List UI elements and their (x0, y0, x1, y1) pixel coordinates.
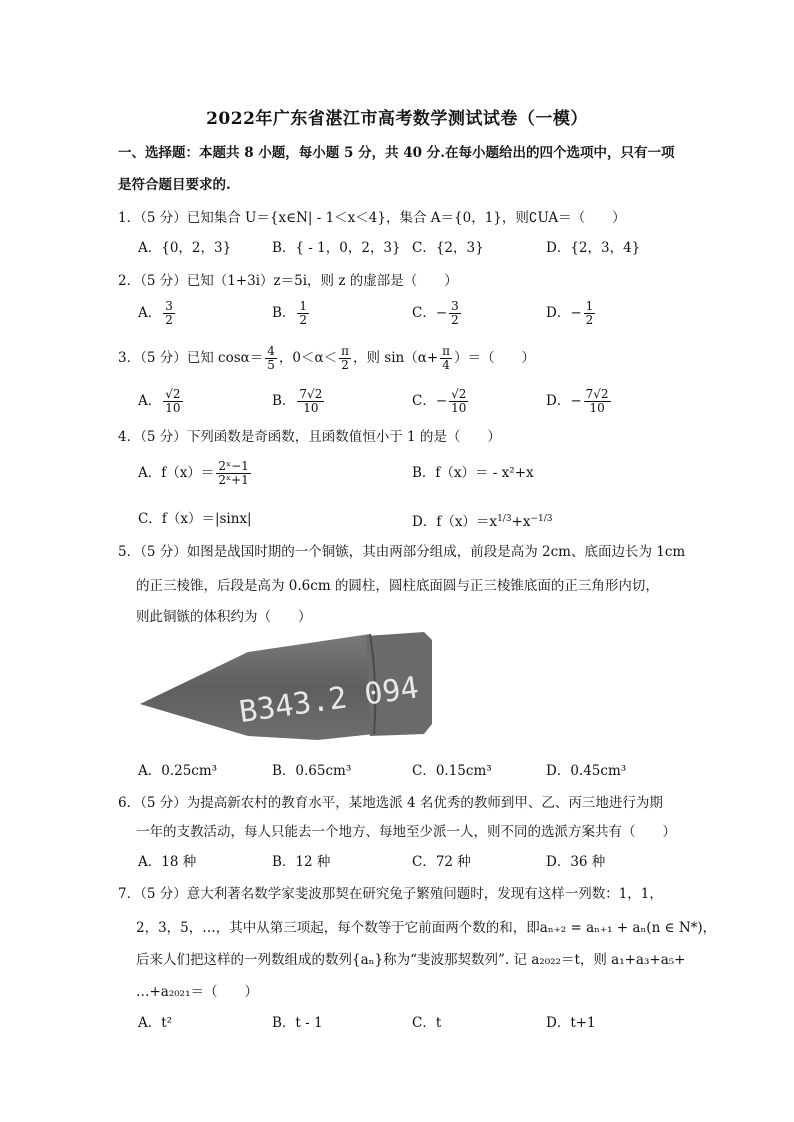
arrowhead-svg (138, 618, 436, 750)
q7-stem-line3: 后来人们把这样的一列数组成的数列{aₙ}称为“斐波那契数列”. 记 a₂₀₂₂＝t，则 a₁+a₃+a₅+ (136, 952, 686, 968)
q6-option-d: D．36 种 (546, 854, 606, 870)
q1-option-d: D．{2，3，4} (546, 240, 641, 256)
q5-option-d: D．0.45cm³ (546, 763, 627, 779)
bronze-arrowhead-figure (138, 618, 436, 750)
q3-option-b: B． $\frac{7√2}{10}$ (272, 387, 323, 415)
q3-option-c: C．− $\frac{√2}{10}$ (412, 387, 467, 415)
q4-option-d: D．$f(x)=x^{1/3}+x^{-1/3}$ (412, 514, 553, 530)
q5-stem-line3: 则此铜镞的体积约为（ ） (136, 609, 312, 625)
q7-option-b: B．t - 1 (272, 1015, 323, 1031)
arrowhead-inscription: B343.2 094 (237, 670, 421, 731)
q7-stem-line1: 7．（5 分）意大利著名数学家斐波那契在研究兔子繁殖问题时，发现有这样一列数：1，1， (118, 886, 663, 902)
q3-stem: 3．（5 分）已知 cosα＝ $\frac{4}{5}$ ，0＜α＜ $\frac{\pi}{2}$ ，则 sin（α+ $\frac{\pi}{4}$ ）＝（ ） (118, 344, 536, 372)
page-title: 2022年广东省湛江市高考数学测试试卷（一模） (206, 109, 588, 129)
q7-option-a: A．t² (138, 1015, 173, 1031)
q1-stem: 1．（5 分）已知集合 U＝{x∈N| - 1＜x＜4}，集合 A＝{0，1}，则∁UA＝（ ） (118, 210, 626, 226)
q6-stem-line2: 一年的支教活动，每人只能去一个地方、每地至少派一人，则不同的选派方案共有（ ） (136, 824, 676, 840)
q3-option-a: A． $\frac{√2}{10}$ (138, 387, 181, 415)
q5-stem-line2: 的正三棱锥，后段是高为 0.6cm 的圆柱，圆柱底面圆与正三棱锥底面的正三角形内切， (136, 578, 659, 594)
section-heading-line2: 是符合题目要求的. (118, 177, 231, 193)
q7-stem-line2: 2，3，5，…，其中从第三项起，每个数等于它前面两个数的和，即aₙ₊₂ = aₙ₊₁ + aₙ(n ∈ N*)， (136, 920, 717, 936)
q6-option-a: A．18 种 (138, 854, 197, 870)
q5-stem-line1: 5．（5 分）如图是战国时期的一个铜镞，其由两部分组成，前段是高为 2cm、底面边长为 1cm (118, 544, 686, 560)
q3-option-d: D．− $\frac{7√2}{10}$ (546, 387, 609, 415)
q5-option-b: B．0.65cm³ (272, 763, 352, 779)
q7-option-d: D．t+1 (546, 1015, 596, 1031)
q2-stem: 2．（5 分）已知（1+3i）z＝5i，则 z 的虚部是（ ） (118, 273, 458, 289)
q1-option-c: C．{2，3} (412, 240, 484, 256)
q2-option-a: A． $\frac{3}{2}$ (138, 299, 173, 327)
q4-option-a: A．f（x）＝ $\frac{\text{2ˣ−1}}{\text{2ˣ+1}}$ (138, 459, 249, 487)
q2-option-b: B． $\frac{1}{2}$ (272, 299, 308, 327)
q4-stem: 4．（5 分）下列函数是奇函数，且函数值恒小于 1 的是（ ） (118, 429, 501, 445)
q1-option-b: B．{ - 1，0，2，3} (272, 240, 401, 256)
q1-option-a: A．{0，2，3} (138, 240, 232, 256)
section-heading-line1: 一、选择题：本题共 8 小题，每小题 5 分，共 40 分.在每小题给出的四个选项中，只有一项 (118, 145, 675, 161)
q6-stem-line1: 6．（5 分）为提高新农村的教育水平，某地选派 4 名优秀的教师到甲、乙、丙三地进行为期 (118, 795, 663, 811)
q6-option-c: C．72 种 (412, 854, 471, 870)
q7-stem-line4: …+a₂₀₂₁＝（ ） (136, 984, 259, 1000)
q6-option-b: B．12 种 (272, 854, 331, 870)
q4-option-b: B．f（x）＝ - x²+x (412, 465, 534, 481)
q2-option-c: C．− $\frac{3}{2}$ (412, 299, 459, 327)
q5-option-a: A．0.25cm³ (138, 763, 218, 779)
q4-option-c: C．f（x）＝|sinx| (138, 511, 252, 527)
q7-option-c: C．t (412, 1015, 442, 1031)
q5-option-c: C．0.15cm³ (412, 763, 492, 779)
q2-option-d: D．− $\frac{1}{2}$ (546, 299, 594, 327)
